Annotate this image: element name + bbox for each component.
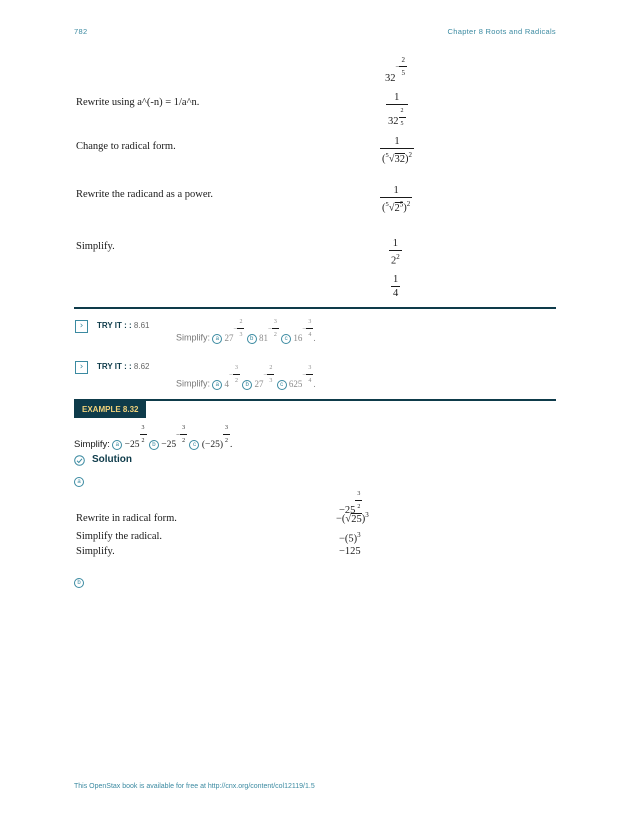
part-b-marker: b <box>247 334 257 344</box>
step-label-4: Simplify. <box>76 241 115 252</box>
part-c-marker: c <box>281 334 291 344</box>
try-it-label-2: TRY IT : : 8.62 <box>97 362 150 371</box>
math-step-2: $\frac{1}{(^5√32)^2}$ <box>382 136 413 165</box>
step-label-1: Rewrite using a^(-n) = 1/a^n. <box>76 97 200 108</box>
try-it-label-1: TRY IT : : 8.61 <box>97 321 150 330</box>
example-step-label-3: Simplify. <box>76 546 115 557</box>
part-a-marker: a <box>212 334 222 344</box>
example-math-1: $-(√25)^3$ <box>336 511 369 525</box>
check-circle-icon <box>74 453 85 471</box>
chevron-right-icon[interactable]: › <box>75 320 88 333</box>
example-step-label-2: Simplify the radical. <box>76 531 163 542</box>
chevron-right-icon[interactable]: › <box>75 361 88 374</box>
step-label-3: Rewrite the radicand as a power. <box>76 189 214 200</box>
footer-note: This OpenStax book is available for free at http://cnx.org/content/col12119/1.5 <box>74 783 315 790</box>
part-b-marker: b <box>74 574 84 592</box>
example-step-label-1: Rewrite in radical form. <box>76 513 177 524</box>
example-math-3: −125 <box>339 546 361 557</box>
example-math-2: $-(5)^3$ <box>339 531 361 545</box>
math-step-4: $\frac{1}{2^2}$ <box>391 238 400 267</box>
example-math-0: −25 $^{\frac{3}{2}}$ <box>339 494 362 520</box>
page-number: 782 <box>74 27 88 36</box>
try-it-problem-2: Simplify: a $4^{- \frac{3}{2}}$ b $27^{- \frac{2}{3}}$ c $625^{- \frac{3}{4}}$ . <box>176 368 316 394</box>
math-step-1: 1 32 $^{\frac{2}{5}}$ <box>386 92 408 131</box>
solution-heading: Solution <box>92 454 132 465</box>
section-divider <box>74 307 556 309</box>
chapter-title: Chapter 8 Roots and Radicals <box>447 27 556 36</box>
example-problem: Simplify: a −25 $^{\frac{3}{2}}$ $b -25^{- \frac{3}{2}}$ c (−25) $^{\frac{3}{2}}$ . <box>74 428 232 454</box>
example-label: EXAMPLE 8.32 <box>74 401 146 418</box>
try-it-problem-1: Simplify: a $27^{- \frac{2}{3}}$ b $81^{- \frac{3}{2}}$ c $16^{- \frac{3}{4}}$ . <box>176 322 316 348</box>
math-step-0: $32^{- \frac{2}{5}}$ <box>385 56 405 85</box>
step-label-2: Change to radical form. <box>76 141 176 152</box>
math-step-3: $\frac{1}{(^5√2^5)^2}$ <box>382 185 411 214</box>
math-step-5: $\frac{1}{4}$ <box>393 274 399 299</box>
part-a-marker: a <box>74 473 84 491</box>
